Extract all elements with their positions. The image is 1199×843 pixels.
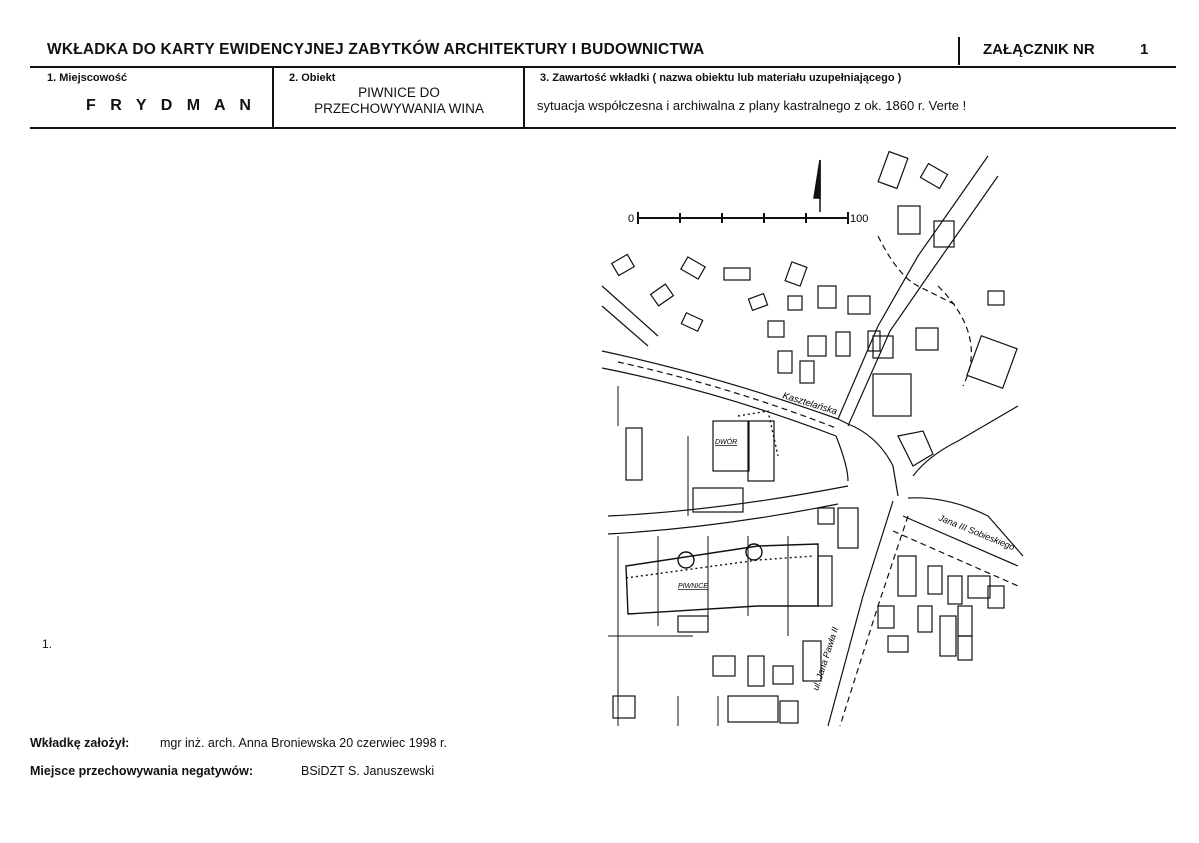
contents-label: 3. Zawartość wkładki ( nazwa obiektu lub materiału uzupełniającego )	[540, 72, 902, 84]
scale-start: 0	[628, 213, 635, 225]
header-divider	[958, 37, 960, 65]
negatives-location-value: BSiDZT S. Januszewski	[301, 764, 435, 778]
object-value-line2: PRZECHOWYWANIA WINA	[314, 101, 484, 116]
object-value	[276, 85, 522, 117]
photo-number: 1.	[42, 637, 53, 651]
map-paper	[518, 136, 1073, 786]
founder-value: mgr inż. arch. Anna Broniewska 20 czerwiec 1998 r.	[160, 736, 447, 750]
negatives-location-label: Miejsce przechowywania negatywów:	[30, 764, 253, 778]
header-rule	[30, 66, 1176, 68]
founder-label: Wkładkę założył:	[30, 736, 130, 750]
field-divider-1	[272, 66, 274, 128]
street-label-kasztelanska: Kasztelańska	[781, 390, 839, 418]
annex-number: 1	[1140, 41, 1149, 58]
street-label-jana-pawla: ul. Jana Pawła II	[810, 625, 841, 692]
label-dwor: DWÓR	[715, 439, 738, 446]
label-piwnice: PIWNICE	[678, 583, 708, 590]
form-title: WKŁADKA DO KARTY EWIDENCYJNEJ ZABYTKÓW ARCHITEKTURY I BUDOWNICTWA	[47, 41, 705, 58]
scale-end: 100	[850, 213, 869, 225]
annex-label: ZAŁĄCZNIK NR	[983, 41, 1095, 58]
place-value: F R Y D M A N	[86, 97, 256, 114]
site-map	[518, 136, 1073, 786]
object-value-line1: PIWNICE DO	[358, 85, 440, 100]
street-label-sobieskiego: Jana III Sobieskiego	[937, 512, 1017, 553]
field-divider-2	[523, 66, 525, 128]
object-label: 2. Obiekt	[289, 72, 336, 84]
fields-rule	[30, 127, 1176, 129]
place-label: 1. Miejscowość	[47, 72, 128, 84]
contents-value: sytuacja współczesna i archiwalna z plany kastralnego z ok. 1860 r. Verte !	[537, 98, 967, 113]
